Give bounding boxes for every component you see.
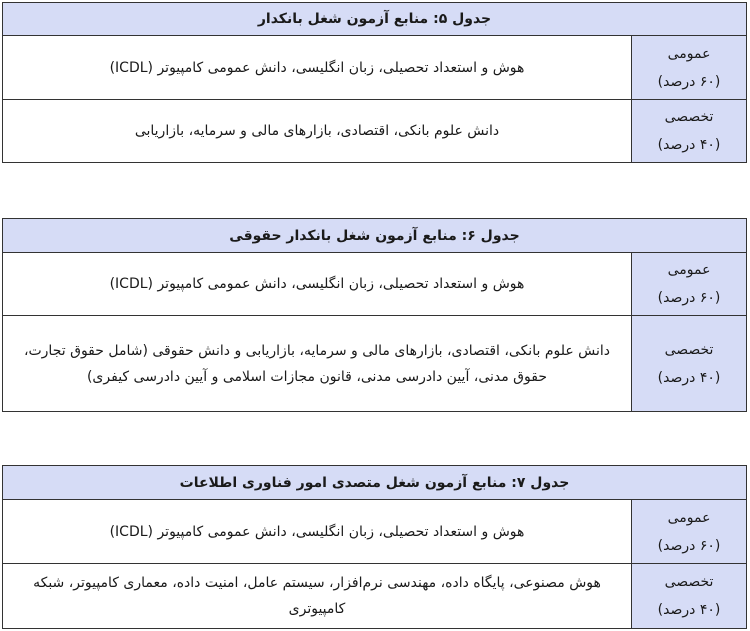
row-percent: (۴۰ درصد) xyxy=(657,137,721,153)
table-title: جدول ۷: منابع آزمون شغل متصدی امور فناوری اطلاعات xyxy=(3,466,746,500)
row-percent: (۴۰ درصد) xyxy=(657,369,721,386)
table-title: جدول ۶: منابع آزمون شغل بانکدار حقوقی xyxy=(3,219,746,253)
table-row xyxy=(3,100,746,162)
row-content: هوش و استعداد تحصیلی، زبان انگلیسی، دانش عمومی کامپیوتر (ICDL) xyxy=(109,523,525,540)
row-label-cell xyxy=(631,36,746,99)
table-5 xyxy=(2,2,747,163)
row-label-cell xyxy=(631,500,746,563)
row-percent: (۶۰ درصد) xyxy=(657,537,721,554)
row-percent: (۶۰ درصد) xyxy=(657,290,721,306)
table-6 xyxy=(2,218,747,412)
row-label: تخصصی xyxy=(664,574,714,590)
table-row xyxy=(3,316,746,411)
row-label: تخصصی xyxy=(664,109,714,125)
table-row xyxy=(3,564,746,628)
row-content: هوش و استعداد تحصیلی، زبان انگلیسی، دانش عمومی کامپیوتر (ICDL) xyxy=(109,59,525,76)
row-content: هوش و استعداد تحصیلی، زبان انگلیسی، دانش عمومی کامپیوتر (ICDL) xyxy=(109,276,525,292)
table-row xyxy=(3,253,746,316)
row-label: عمومی xyxy=(667,509,711,526)
row-label-cell xyxy=(631,316,746,411)
row-label-cell xyxy=(631,100,746,162)
table-title: جدول ۵: منابع آزمون شغل بانکدار xyxy=(3,3,746,36)
row-label-cell xyxy=(631,253,746,315)
row-percent: (۴۰ درصد) xyxy=(657,602,721,618)
row-label: تخصصی xyxy=(664,341,714,358)
row-label: عمومی xyxy=(667,45,711,62)
row-percent: (۶۰ درصد) xyxy=(657,73,721,90)
table-row xyxy=(3,36,746,100)
table-7 xyxy=(2,465,747,629)
row-label: عمومی xyxy=(667,262,711,278)
row-content: دانش علوم بانکی، اقتصادی، بازارهای مالی و سرمایه، بازاریابی و دانش حقوقی (شامل حقوق تجارت، حقوق مدنی، آیین دادرسی مدنی، قانون مجازات اسلامی و آیین دادرسی کیفری) xyxy=(23,342,611,385)
row-content: هوش مصنوعی، پایگاه داده، مهندسی نرم‌افزار، سیستم عامل، امنیت داده، معماری کامپیوتر، شبکه کامپیوتری xyxy=(33,575,601,617)
row-content: دانش علوم بانکی، اقتصادی، بازارهای مالی و سرمایه، بازاریابی xyxy=(134,123,500,139)
row-label-cell xyxy=(631,564,746,628)
table-row xyxy=(3,500,746,564)
